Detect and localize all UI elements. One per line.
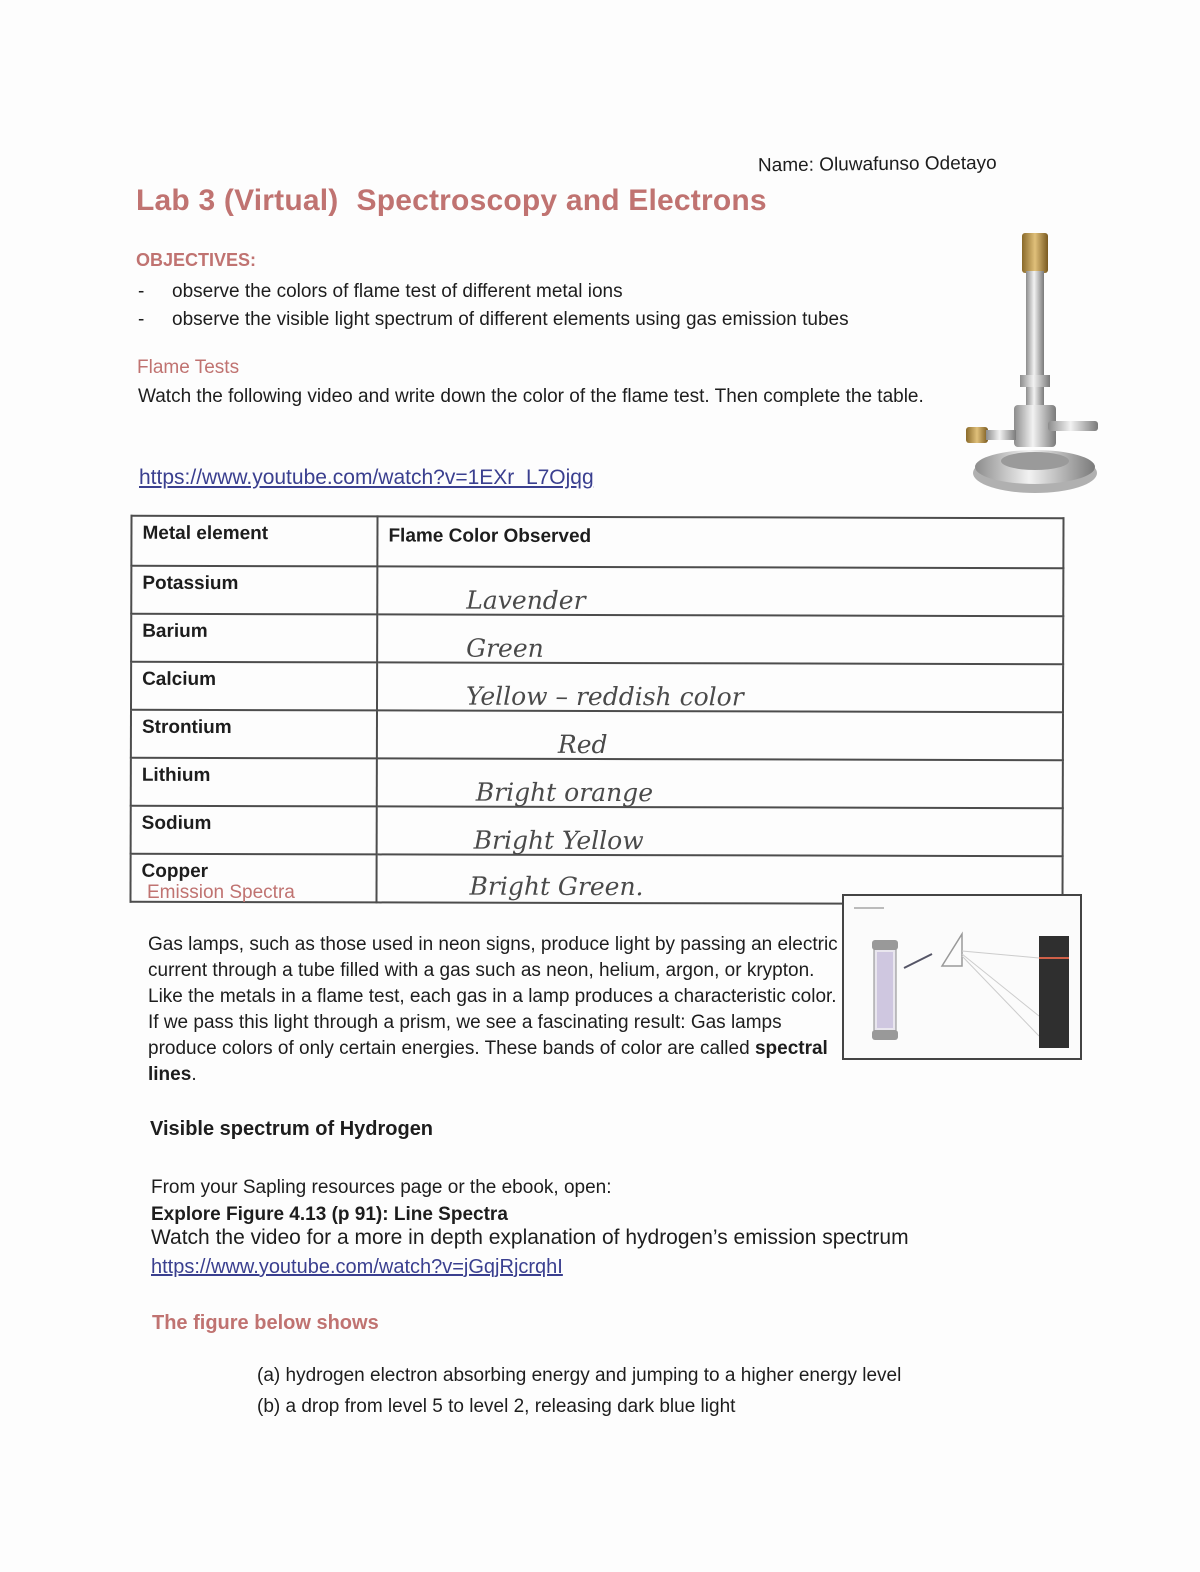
explore-figure-line: Explore Figure 4.13 (p 91): Line Spectra [151, 1204, 508, 1225]
title-topic: Spectroscopy and Electrons [356, 184, 767, 217]
hydrogen-video-link[interactable]: https://www.youtube.com/watch?v=jGqjRjcrqhI [151, 1256, 563, 1278]
figure-items [257, 1360, 901, 1422]
cell-color [377, 806, 1063, 856]
student-name: Name: Oluwafunso Odetayo [757, 152, 997, 177]
flame-test-video-link[interactable]: https://www.youtube.com/watch?v=1EXr_L7Ojqg [139, 466, 594, 489]
figure-item-a: (a) hydrogen electron absorbing energy and jumping to a higher energy level [257, 1365, 902, 1386]
open-instruction: From your Sapling resources page or the ebook, open: [151, 1177, 612, 1198]
handwritten-color: Lavender [466, 585, 586, 615]
title-lab-number: Lab 3 (Virtual) [136, 184, 339, 217]
table-header-row [131, 516, 1063, 568]
visible-spectrum-heading: Visible spectrum of Hydrogen [150, 1118, 434, 1140]
flame-tests-description: Watch the following video and write down the color of the flame test. Then complete the table. [138, 386, 924, 407]
cell-element: Sodium [131, 806, 377, 855]
handwritten-color: Red [557, 729, 608, 760]
emission-text-end: . [191, 1064, 197, 1085]
bunsen-burner-image [958, 225, 1108, 500]
emission-paragraph [148, 932, 838, 1088]
cell-element: Lithium [131, 758, 377, 807]
handwritten-color: Bright orange [475, 777, 654, 808]
handwritten-color: Bright Yellow [473, 825, 644, 856]
handwritten-color: Bright Green. [469, 871, 644, 902]
header-flame-color: Flame Color Observed [377, 516, 1063, 568]
page-title [136, 184, 767, 218]
cell-element: Calcium [131, 662, 377, 711]
objectives-heading: OBJECTIVES: [136, 250, 257, 270]
handwritten-color: Yellow – reddish color [465, 681, 744, 712]
emission-spectra-heading: Emission Spectra [147, 882, 295, 903]
emission-text: Gas lamps, such as those used in neon signs, produce light by passing an electric current through a tube filled with a gas such as neon, helium, argon, or krypton. Like the metals in a flame test, each gas in a lamp produces a characteristic color. If we pass this light through a prism, we see a fascinating result: Gas lamps produce colors of only certain energies. These bands of color are called [148, 934, 838, 1059]
cell-color [377, 662, 1063, 712]
objective-item: - observe the colors of flame test of different metal ions [136, 278, 849, 306]
table-row [131, 614, 1063, 664]
sapling-instructions [151, 1174, 612, 1228]
watch-video-instruction: Watch the video for a more in depth explanation of hydrogen’s emission spectrum [151, 1226, 909, 1249]
cell-element: Copper [130, 854, 376, 903]
table-row [131, 806, 1063, 856]
gas-tube-prism-diagram [842, 894, 1082, 1060]
table-row [131, 758, 1063, 808]
cell-element: Barium [131, 614, 377, 663]
objective-item: - observe the visible light spectrum of different elements using gas emission tubes [136, 306, 849, 334]
cell-color [377, 710, 1063, 760]
spectral-lines-term: spectral lines [148, 1038, 828, 1085]
handwritten-color: Green [466, 633, 544, 663]
cell-color [377, 758, 1063, 808]
figure-item-b: (b) a drop from level 5 to level 2, releasing dark blue light [257, 1396, 736, 1417]
cell-color [377, 614, 1063, 664]
cell-element: Potassium [131, 566, 377, 615]
objectives-list [136, 278, 849, 334]
header-metal-element: Metal element [131, 516, 377, 567]
cell-color [377, 566, 1063, 616]
table-row [131, 566, 1063, 616]
cell-element: Strontium [131, 710, 377, 759]
table-row [131, 710, 1063, 760]
figure-heading: The figure below shows [152, 1312, 379, 1334]
flame-test-table [129, 515, 1064, 905]
table-row [131, 662, 1063, 712]
flame-tests-heading: Flame Tests [137, 357, 240, 378]
